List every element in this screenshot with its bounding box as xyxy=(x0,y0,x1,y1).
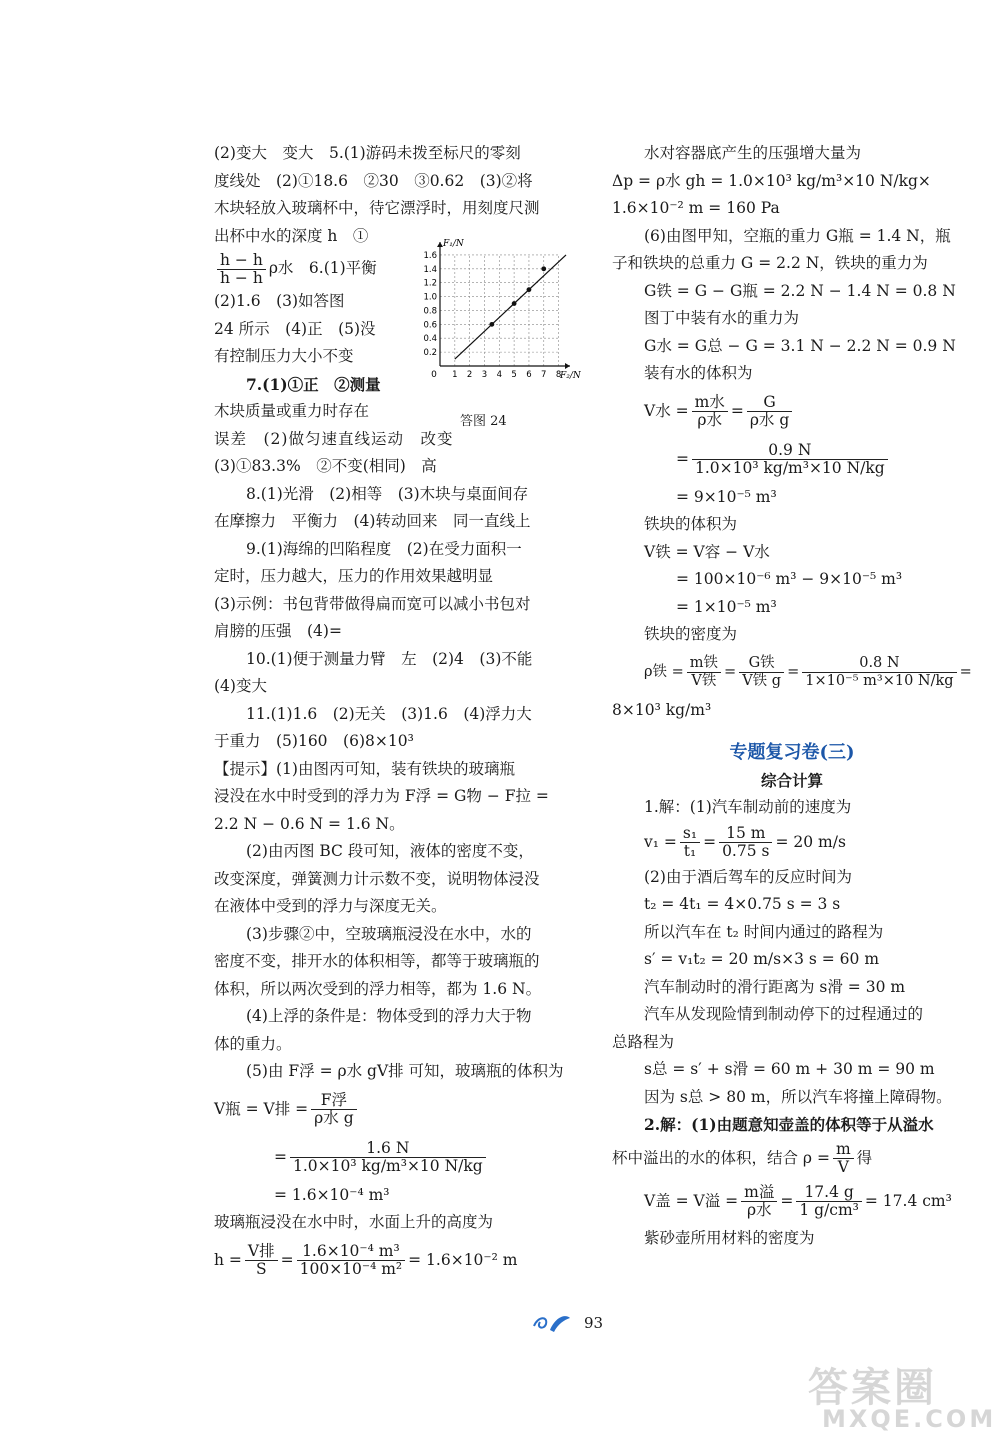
text-line: 装有水的体积为 xyxy=(644,364,753,382)
fraction-denominator: t₁ xyxy=(683,842,697,860)
x-tick-label: 1 xyxy=(452,370,458,380)
fraction xyxy=(290,1140,486,1175)
fraction xyxy=(217,252,266,287)
fraction xyxy=(311,1092,356,1127)
text-line: 定时，压力越大，压力的作用效果越明显 xyxy=(214,567,494,585)
text-line: (2)由丙图 BC 段可知，液体的密度不变， xyxy=(246,842,534,860)
text-line: 汽车从发现险情到制动停下的过程通过的 xyxy=(644,1005,924,1023)
question-8: 8.(1)光滑 (2)相等 (3)木块与桌面间存 xyxy=(246,484,529,503)
fraction-numerator: 15 m xyxy=(719,825,772,843)
text-line: 肩膀的压强 (4)= xyxy=(214,622,342,640)
y-tick-label: 1.2 xyxy=(423,278,437,289)
text-line: (3)①83.3% ②不变(相同) 高 xyxy=(214,457,437,475)
equation-rhs: = 1.6×10⁻² m xyxy=(408,1250,518,1269)
equals-sign: = xyxy=(280,1250,294,1269)
x-tick-label: 8 xyxy=(555,370,562,380)
equation-rhs: = 17.4 cm³ xyxy=(864,1191,952,1210)
text-line: 误差 (2)做匀速直线运动 改变 xyxy=(214,429,454,448)
y-tick-label: 0.8 xyxy=(423,306,437,317)
fraction-numerator: m水 xyxy=(692,394,728,412)
text-line: Δp = ρ水 gh = 1.0×10³ kg/m³×10 N/kg× xyxy=(612,171,931,190)
y-tick-label: 0.6 xyxy=(423,320,437,331)
text-line: 有控制压力大小不变 xyxy=(214,347,354,365)
fraction-denominator: V铁 xyxy=(691,673,717,689)
fraction-denominator: 100×10⁻⁴ m² xyxy=(299,1260,403,1278)
fraction-denominator: S xyxy=(255,1260,267,1278)
y-tick-label: 0.2 xyxy=(423,348,437,359)
text-segment: 得 xyxy=(856,1148,873,1167)
equation: = 1×10⁻⁵ m³ xyxy=(676,597,777,616)
y-axis-label: F₁/N xyxy=(443,239,464,249)
fraction-numerator: 0.9 N xyxy=(692,442,888,460)
text-line: (4)变大 xyxy=(214,677,267,695)
text-line: (6)由图甲知，空瓶的重力 G瓶 = 1.4 N，瓶 xyxy=(644,226,951,245)
text-line: 出杯中水的深度 h ① xyxy=(214,226,369,245)
chart-layer xyxy=(423,239,581,381)
equation: s总 = s′ + s滑 = 60 m + 30 m = 90 m xyxy=(644,1060,935,1078)
text-line: 因为 s总 > 80 m，所以汽车将撞上障碍物。 xyxy=(644,1087,952,1106)
equals-sign: = xyxy=(780,1191,794,1210)
text-line: 铁块的体积为 xyxy=(644,515,738,533)
text-line: 总路程为 xyxy=(612,1032,675,1051)
text-line: 水对容器底产生的压强增大量为 xyxy=(644,144,862,162)
y-tick-label: 1.0 xyxy=(423,292,437,303)
equals-sign: = xyxy=(730,401,744,420)
text-line: 所以汽车在 t₂ 时间内通过的路程为 xyxy=(644,922,884,941)
equation-lhs: V水 = xyxy=(644,401,689,420)
fraction xyxy=(833,1141,854,1176)
text-line: 木块轻放入玻璃杯中，待它漂浮时，用刻度尺测 xyxy=(214,199,540,217)
text-line: G水 = G总 − G = 3.1 N − 2.2 N = 0.9 N xyxy=(644,336,956,355)
text-line: 度线处 (2)①18.6 ②30 ③0.62 (3)②将 xyxy=(214,171,533,190)
equation xyxy=(214,1237,580,1285)
text-line: 在摩擦力 平衡力 (4)转动回来 同一直线上 xyxy=(214,512,531,530)
fraction xyxy=(796,1184,862,1219)
fraction-denominator: V铁 g xyxy=(742,673,782,689)
question-1: 1.解：(1)汽车制动前的速度为 xyxy=(644,798,852,816)
fraction-denominator: ρ水 xyxy=(697,411,723,429)
x-axis-arrow xyxy=(565,363,570,369)
text-line: (2)1.6 (3)如答图 xyxy=(214,292,345,310)
text-line: 图丁中装有水的重力为 xyxy=(644,309,800,327)
fraction-denominator: V xyxy=(837,1158,849,1176)
equals-sign: = xyxy=(787,663,800,680)
question-9: 9.(1)海绵的凹陷程度 (2)在受力面积一 xyxy=(246,539,522,558)
fraction xyxy=(297,1243,406,1278)
fraction-numerator: m铁 xyxy=(687,655,721,673)
equation-lhs: V瓶 = V排 = xyxy=(214,1099,309,1118)
question-7: 7.(1)①正 ②测量 xyxy=(246,374,381,394)
chart-caption: 答图 24 xyxy=(460,414,507,429)
fraction-denominator: 1 g/cm³ xyxy=(799,1201,859,1219)
fraction-denominator: 1×10⁻⁵ m³×10 N/kg xyxy=(805,673,954,689)
fraction xyxy=(747,394,792,429)
equation-lhs: = xyxy=(274,1147,287,1166)
text-line: (3)步骤②中，空玻璃瓶浸没在水中，水的 xyxy=(246,924,532,943)
data-point xyxy=(512,301,517,306)
x-axis-label: F₂/N xyxy=(560,371,581,381)
fraction xyxy=(245,1243,278,1278)
right-column xyxy=(612,140,972,1252)
x-tick-label: 6 xyxy=(526,370,532,380)
text-line: ρ水 6.(1)平衡 xyxy=(268,259,377,278)
x-tick-label: 5 xyxy=(511,370,517,380)
equation-lhs: v₁ = xyxy=(644,832,677,851)
text-line: (2)由于酒后驾车的反应时间为 xyxy=(644,867,852,886)
text-line: (3)示例：书包背带做得扁而宽可以减小书包对 xyxy=(214,594,531,613)
text-line xyxy=(612,1139,972,1179)
equation-lhs: ρ铁 = xyxy=(644,663,684,680)
equation: 8×10³ kg/m³ xyxy=(612,700,712,719)
section-subtitle: 综合计算 xyxy=(760,771,823,790)
equation: t₂ = 4t₁ = 4×0.75 s = 3 s xyxy=(644,895,841,913)
fraction-numerator: h − h xyxy=(217,252,266,270)
text-line: 体的重力。 xyxy=(214,1034,292,1053)
fraction xyxy=(719,825,772,860)
hint-line: 【提示】(1)由图丙可知，装有铁块的玻璃瓶 xyxy=(214,759,515,778)
equation-lhs: = xyxy=(676,449,689,468)
swirl-logo-icon xyxy=(532,1312,572,1334)
equation xyxy=(612,1179,972,1225)
fraction-numerator: 1.6×10⁻⁴ m³ xyxy=(297,1243,406,1261)
equation-lhs: h = xyxy=(214,1250,242,1269)
text-line: 2.2 N − 0.6 N = 1.6 N。 xyxy=(214,814,405,833)
equation xyxy=(214,1086,580,1134)
text-line: (5)由 F浮 = ρ水 gV排 可知，玻璃瓶的体积为 xyxy=(246,1062,564,1080)
fraction-numerator: V排 xyxy=(245,1243,278,1261)
fraction-numerator: 0.8 N xyxy=(802,655,956,673)
text-line: 玻璃瓶浸没在水中时，水面上升的高度为 xyxy=(214,1213,494,1231)
watermark-logo-text: 答案圈 xyxy=(808,1365,937,1411)
equals-sign: = xyxy=(959,663,972,680)
fraction xyxy=(741,1184,777,1219)
fraction-numerator: 1.6 N xyxy=(290,1140,486,1158)
fraction-denominator: ρ水 g xyxy=(314,1109,354,1127)
fraction-denominator: h − h xyxy=(220,268,263,287)
text-line: (4)上浮的条件是：物体受到的浮力大于物 xyxy=(246,1007,532,1025)
data-point xyxy=(489,322,494,327)
equation: = 1.6×10⁻⁴ m³ xyxy=(274,1185,390,1204)
fraction-numerator: m溢 xyxy=(741,1184,777,1202)
equation: = 9×10⁻⁵ m³ xyxy=(676,487,777,506)
fraction-numerator: m xyxy=(833,1141,854,1159)
text-line: 体积，所以两次受到的浮力相等，都为 1.6 N。 xyxy=(214,979,542,998)
page-number: 93 xyxy=(584,1314,604,1332)
fraction xyxy=(692,394,728,429)
fraction-denominator: ρ水 g xyxy=(749,411,790,429)
text-line: 木块质量或重力时存在 xyxy=(214,402,370,420)
text-line: 改变深度，弹簧测力计示数不变，说明物体浸没 xyxy=(214,869,540,888)
fraction-denominator: ρ水 xyxy=(746,1201,772,1219)
equation: V铁 = V容 − V水 xyxy=(644,542,770,561)
text-line: (2)变大 变大 5.(1)游码未拨至标尺的零刻 xyxy=(214,144,521,162)
watermark xyxy=(808,1356,996,1433)
y-tick-label: 1.4 xyxy=(423,264,437,275)
equation xyxy=(612,436,972,484)
text-line: 24 所示 (4)正 (5)没 xyxy=(214,319,376,338)
watermark-url: MXQE.COM xyxy=(822,1405,997,1433)
text-segment: 杯中溢出的水的体积，结合 ρ = xyxy=(612,1148,830,1167)
fraction xyxy=(802,655,956,690)
text-line: 于重力 (5)160 (6)8×10³ xyxy=(214,732,414,750)
fraction-denominator: 0.75 s xyxy=(722,842,770,860)
text-line: 铁块的密度为 xyxy=(644,625,738,643)
fraction-numerator: G xyxy=(747,394,792,412)
fraction-numerator: G铁 xyxy=(739,655,784,673)
fraction-numerator: F浮 xyxy=(311,1092,356,1110)
section-title: 专题复习卷(三) xyxy=(729,742,855,763)
fraction xyxy=(692,442,888,477)
equation: s′ = v₁t₂ = 20 m/s×3 s = 60 m xyxy=(644,950,880,968)
text-line: 子和铁块的总重力 G = 2.2 N，铁块的重力为 xyxy=(612,254,928,272)
text-line: G铁 = G − G瓶 = 2.2 N − 1.4 N = 0.8 N xyxy=(644,281,956,300)
text-line: 紫砂壶所用材料的密度为 xyxy=(644,1228,815,1247)
equation-lhs: V盖 = V溢 = xyxy=(644,1191,739,1210)
y-tick-label: 0.4 xyxy=(423,334,437,345)
origin-label: 0 xyxy=(431,370,437,380)
fraction-numerator: 17.4 g xyxy=(796,1184,862,1202)
equation xyxy=(612,649,972,697)
fraction-denominator: 1.0×10³ kg/m³×10 N/kg xyxy=(695,459,885,477)
equation-rhs: = 20 m/s xyxy=(775,832,846,851)
question-10: 10.(1)便于测量力臂 左 (2)4 (3)不能 xyxy=(246,649,533,668)
x-tick-label: 2 xyxy=(466,370,473,380)
text-line: 汽车制动时的滑行距离为 s滑 = 30 m xyxy=(644,977,906,996)
data-point xyxy=(527,287,532,292)
text-line: 密度不变，排开水的体积相等，都等于玻璃瓶的 xyxy=(214,952,540,970)
text-line: 浸没在水中时受到的浮力为 F浮 = G物 − F拉 = xyxy=(214,787,549,805)
text-line: 在液体中受到的浮力与深度无关。 xyxy=(214,897,447,915)
fraction-numerator: s₁ xyxy=(680,825,700,843)
fraction xyxy=(739,655,784,690)
fraction-denominator: 1.0×10³ kg/m³×10 N/kg xyxy=(293,1157,483,1175)
fraction xyxy=(687,655,721,690)
series-line xyxy=(455,255,566,359)
equation: = 100×10⁻⁶ m³ − 9×10⁻⁵ m³ xyxy=(676,570,903,588)
equation xyxy=(612,822,972,864)
equals-sign: = xyxy=(703,832,717,851)
y-tick-label: 1.6 xyxy=(423,250,437,261)
fraction xyxy=(680,825,700,860)
x-tick-label: 3 xyxy=(481,370,488,380)
question-11: 11.(1)1.6 (2)无关 (3)1.6 (4)浮力大 xyxy=(246,704,532,723)
data-point xyxy=(541,266,546,271)
x-tick-label: 4 xyxy=(496,370,503,380)
question-2: 2.解：(1)由题意知壶盖的体积等于从溢水 xyxy=(644,1115,934,1134)
x-tick-label: 7 xyxy=(541,370,547,380)
equation xyxy=(214,1134,580,1182)
text-line: 1.6×10⁻² m = 160 Pa xyxy=(612,199,780,217)
page-footer xyxy=(532,1312,603,1334)
equation xyxy=(612,388,972,436)
equals-sign: = xyxy=(724,663,737,680)
answer-figure-24-chart xyxy=(418,238,581,383)
